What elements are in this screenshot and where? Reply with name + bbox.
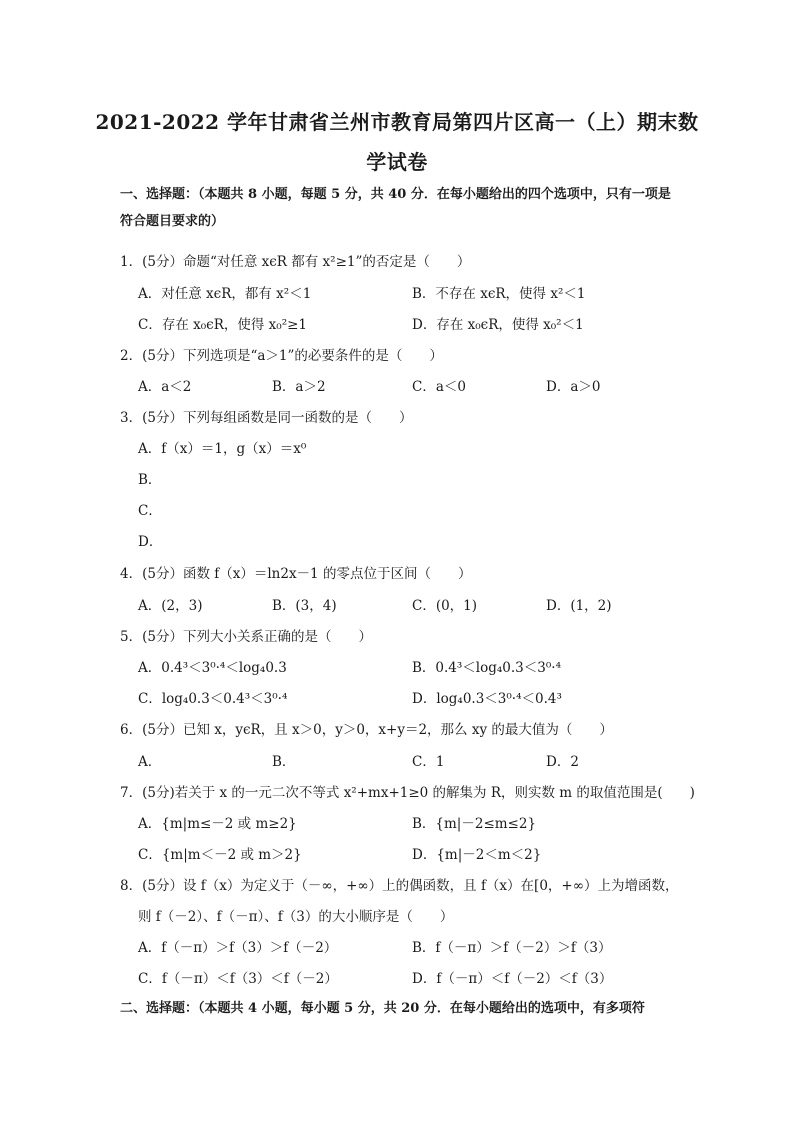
question-5-option-c: C．log₄0.3＜0.4³＜3⁰·⁴ (138, 691, 288, 707)
question-4-stem: 4．(5分）函数 f（x）＝ln2x－1 的零点位于区间（ ） (120, 566, 472, 582)
question-7-option-b: B．{m|－2≤m≤2} (412, 816, 537, 832)
question-5-option-d: D．log₄0.3＜3⁰·⁴＜0.4³ (412, 691, 562, 707)
page-title-continued: 学试卷 (366, 150, 428, 174)
question-4-option-a: A．(2，3) (138, 598, 203, 614)
question-4-option-c: C．(0，1) (412, 598, 478, 614)
question-3-option-d: D． (138, 534, 163, 550)
question-5-option-a: A．0.4³＜3⁰·⁴＜log₄0.3 (138, 660, 287, 676)
question-4-option-d: D．(1，2) (546, 598, 612, 614)
section-heading-1: 一、选择题：（本题共 8 小题，每题 5 分，共 40 分．在每小题给出的四个选项中，只有一项是符合题目要求的） (120, 187, 671, 229)
question-6-option-c: C．1 (412, 754, 445, 770)
question-2-option-c: C．a＜0 (412, 379, 466, 395)
question-2-option-b: B．a＞2 (272, 379, 326, 395)
question-8-stem-continued: 则 f（－2）、f（－π）、f（3）的大小顺序是（ ） (138, 909, 454, 925)
question-2-option-a: A．a＜2 (138, 379, 192, 395)
page-title: 2021-2022 学年甘肃省兰州市教育局第四片区高一（上）期末数 (95, 110, 699, 134)
question-1-option-a: A．对任意 xϵR，都有 x²＜1 (138, 286, 312, 302)
question-1-option-b: B．不存在 xϵR，使得 x²＜1 (412, 286, 586, 302)
question-8-stem: 8．(5分）设 f（x）为定义于（－∞，+∞）上的偶函数，且 f（x）在[0，+∞）上为增函数， (120, 878, 679, 894)
question-3-option-b: B． (138, 472, 162, 488)
question-4-option-b: B．(3，4) (272, 598, 337, 614)
question-3-stem: 3．(5分）下列每组函数是同一函数的是（ ） (120, 410, 413, 426)
question-1-option-d: D．存在 x₀ϵR，使得 x₀²＜1 (412, 317, 584, 333)
question-7-option-d: D．{m|－2＜m＜2} (412, 847, 542, 863)
question-3-option-c: C． (138, 503, 162, 519)
question-8-option-b: B．f（－π）＞f（－2）＞f（3） (412, 940, 612, 956)
question-3-option-a: A．f（x）＝1，g（x）＝x⁰ (138, 441, 307, 457)
section-heading-2: 二、选择题：（本题共 4 小题，每小题 5 分，共 20 分．在每小题给出的选项中，有多项符 (120, 1001, 645, 1016)
question-7-stem: 7．(5分)若关于 x 的一元二次不等式 x²+mx+1≥0 的解集为 R，则实数 m 的取值范围是( ) (120, 785, 695, 801)
question-6-stem: 6．(5分）已知 x，yϵR，且 x＞0，y＞0，x+y＝2，那么 xy 的最大值为（ ） (120, 722, 613, 738)
question-8-option-a: A．f（－π）＞f（3）＞f（－2） (138, 940, 338, 956)
question-7-option-a: A．{m|m≤－2 或 m≥2} (138, 816, 297, 832)
question-2-stem: 2．(5分）下列选项是“a＞1”的必要条件的是（ ） (120, 348, 443, 364)
question-8-option-c: C．f（－π）＜f（3）＜f（－2） (138, 971, 338, 987)
question-7-option-c: C．{m|m＜－2 或 m＞2} (138, 847, 302, 863)
question-1-option-c: C．存在 x₀ϵR，使得 x₀²≥1 (138, 317, 308, 333)
question-2-option-d: D．a＞0 (546, 379, 601, 395)
question-6-option-d: D．2 (546, 754, 579, 770)
question-1-stem: 1．(5分）命题“对任意 xϵR 都有 x²≥1”的否定是（ ） (120, 254, 471, 270)
question-6-option-b: B． (272, 754, 296, 770)
question-6-option-a: A． (138, 754, 162, 770)
question-5-option-b: B．0.4³＜log₄0.3＜3⁰·⁴ (412, 660, 561, 676)
question-5-stem: 5．(5分）下列大小关系正确的是（ ） (120, 629, 372, 645)
question-8-option-d: D．f（－π）＜f（－2）＜f（3） (412, 971, 613, 987)
